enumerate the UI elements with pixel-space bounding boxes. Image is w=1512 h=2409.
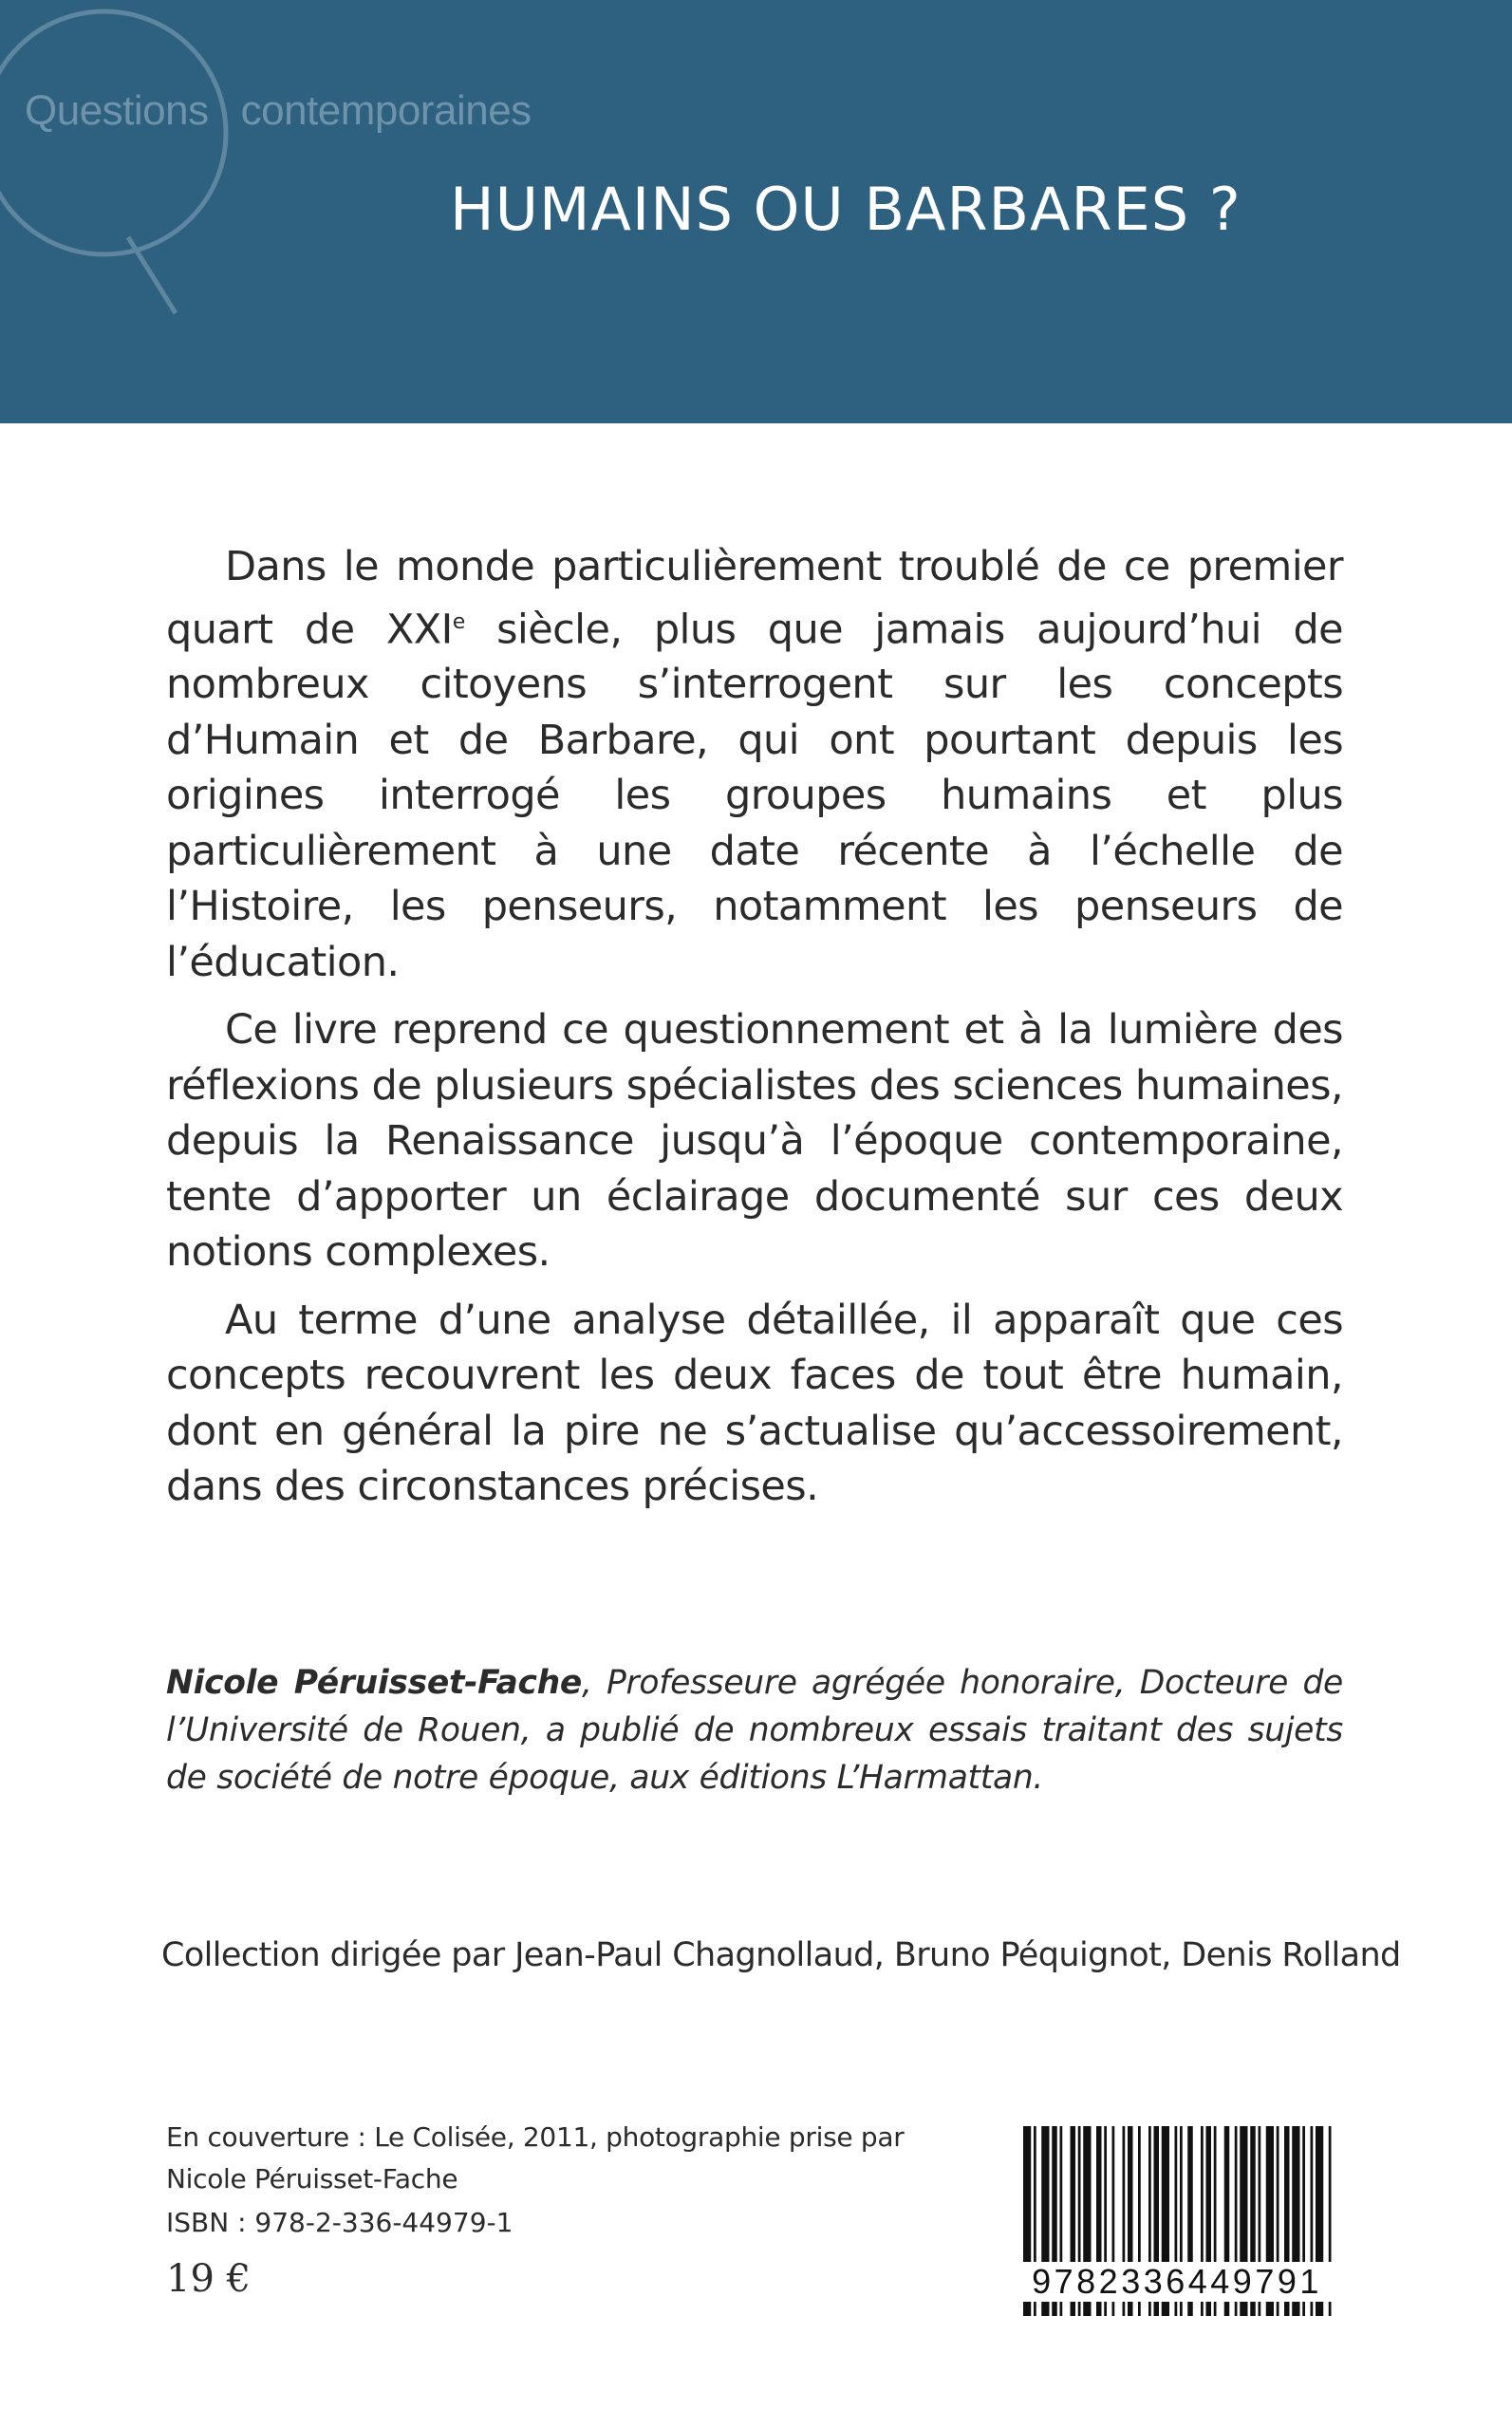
author-name: Nicole Péruisset-Fache xyxy=(166,1664,582,1702)
book-title: HUMAINS OU BARBARES ? xyxy=(450,175,1241,244)
blurb-p1-start: Dans le monde particulièrement troublé de ce premier quart de XXI xyxy=(166,543,1343,653)
cover-header-band xyxy=(0,0,1512,423)
century-superscript: e xyxy=(452,609,465,634)
blurb-paragraph-1 xyxy=(166,539,1343,990)
cover-credit xyxy=(166,2117,906,2200)
series-name xyxy=(25,87,564,135)
isbn: ISBN : 978-2-336-44979-1 xyxy=(166,2207,513,2238)
series-word-questions: Questions xyxy=(25,87,209,134)
author-bio xyxy=(166,1659,1343,1802)
barcode-digits: 9782336449791 xyxy=(1006,2262,1348,2302)
author-bio-text: , Professeure agrégée honoraire, Docteure de l’Université de Rouen, a publié de nombreux essais traitant des sujets de société de notre époque, aux éditions L’Harmattan. xyxy=(166,1664,1343,1797)
series-word-contemporaines: contemporaines xyxy=(240,87,532,134)
blurb-paragraph-3: Au terme d’une analyse détaillée, il apparaît que ces concepts recouvrent les deux faces de tout être humain, dont en général la pire ne s’actualise qu’accessoirement, dans des circonstances précises. xyxy=(166,1296,1343,1511)
letter-q-outline-icon xyxy=(0,0,247,332)
cover-credit-line-2: Nicole Péruisset-Fache xyxy=(166,2163,458,2194)
blurb xyxy=(166,539,1343,1527)
cover-credit-line-1: En couverture : Le Colisée, 2011, photographie prise par xyxy=(166,2121,905,2153)
price: 19 € xyxy=(166,2257,252,2301)
blurb-p1-rest: siècle, plus que jamais aujourd’hui de nombreux citoyens s’interrogent sur les concepts d’Humain et de Barbare, qui ont pourtant depuis les origines interrogé les groupes humains et plus particulièrement à une date récente à l’échelle de l’Histoire, les penseurs, notamment les penseurs de l’éducation. xyxy=(166,605,1343,986)
blurb-paragraph-2: Ce livre reprend ce questionnement et à la lumière des réflexions de plusieurs spécialistes des sciences humaines, depuis la Renaissance jusqu’à l’époque contemporaine, tente d’apporter un éclairage documenté sur ces deux notions complexes. xyxy=(166,1006,1343,1277)
collection-editors: Collection dirigée par Jean-Paul Chagnollaud, Bruno Péquignot, Denis Rolland xyxy=(161,1936,1401,1974)
